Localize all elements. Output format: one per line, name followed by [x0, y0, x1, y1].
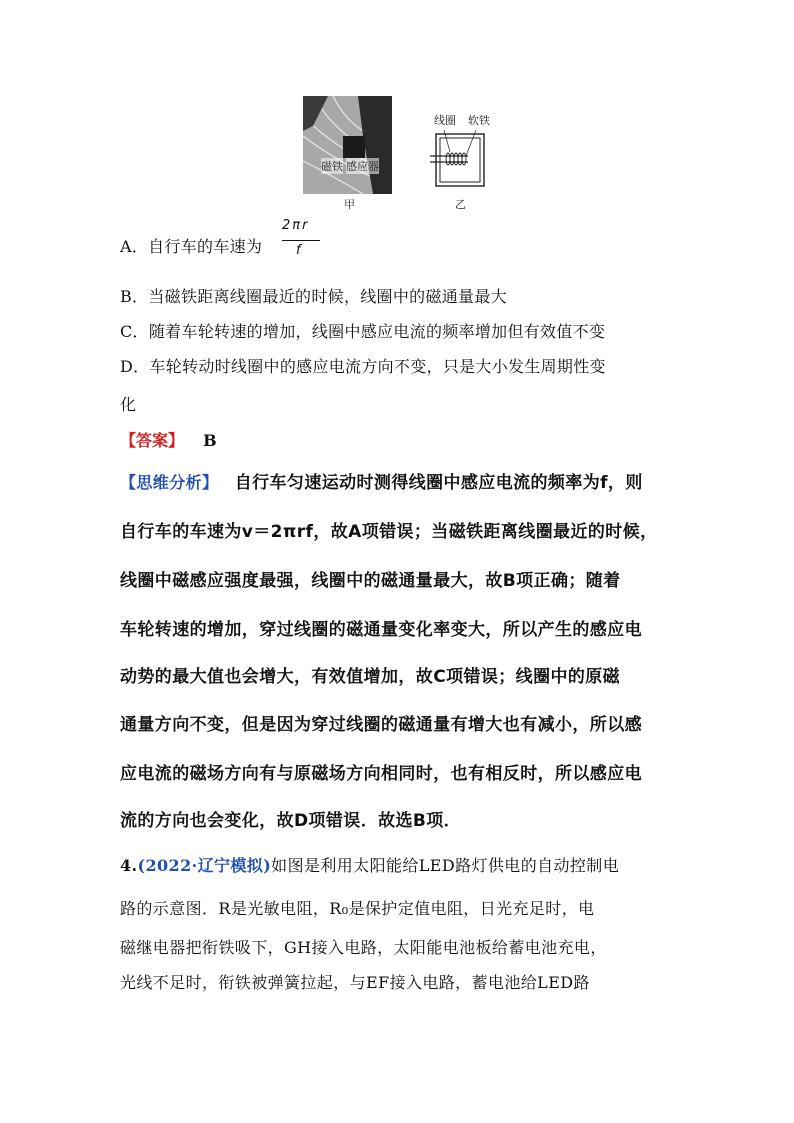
option-a-text: A．自行车的车速为: [120, 237, 263, 256]
schematic-label-iron: 软铁: [468, 114, 490, 127]
figure-photo: [303, 96, 392, 194]
answer-row: [120, 428, 217, 451]
question-4-text-1: 如图是利用太阳能给LED路灯供电的自动控制电: [271, 856, 620, 875]
analysis-line-2: 自行车的车速为v＝2πrf，故A项错误；当磁铁距离线圈最近的时候，: [120, 522, 658, 542]
photo-label-sensor: 感应器: [346, 160, 379, 173]
photo-caption: 甲: [344, 198, 355, 211]
question-4-line-2: 路的示意图．R是光敏电阻，R₀是保护定值电阻，日光充足时，电: [120, 899, 595, 918]
option-d-line2: 化: [120, 395, 137, 414]
answer-value: B: [203, 431, 217, 450]
option-b: B．当磁铁距离线圈最近的时候，线圈中的磁通量最大: [120, 287, 507, 306]
analysis-line-1: [120, 468, 643, 493]
analysis-tag: 【思维分析】: [120, 473, 219, 492]
option-a: [120, 234, 262, 257]
schematic-caption: 乙: [455, 198, 466, 211]
question-4-line-4: 光线不足时，衔铁被弹簧拉起，与EF接入电路，蓄电池给LED路: [120, 973, 590, 992]
photo-label-magnet: 磁铁: [321, 160, 343, 173]
analysis-line-4: 车轮转速的增加，穿过线圈的磁通量变化率变大，所以产生的感应电: [120, 620, 642, 640]
question-source: (2022·辽宁模拟): [137, 856, 272, 875]
option-a-fraction-numerator: 2πr: [282, 218, 310, 233]
answer-tag: 【答案】: [120, 431, 185, 450]
option-d-line1: D．车轮转动时线圈中的感应电流方向不变，只是大小发生周期性变: [120, 357, 606, 376]
figure-schematic: [428, 112, 498, 196]
question-4-line-3: 磁继电器把衔铁吸下，GH接入电路，太阳能电池板给蓄电池充电，: [120, 938, 607, 957]
question-4-line-1: [120, 853, 619, 876]
option-a-fraction-denominator: f: [296, 243, 301, 258]
option-c: C．随着车轮转速的增加，线圈中感应电流的频率增加但有效值不变: [120, 322, 606, 341]
schematic-label-coil: 线圈: [434, 114, 456, 127]
analysis-line-6: 通量方向不变，但是因为穿过线圈的磁通量有增大也有减小，所以感: [120, 715, 642, 735]
analysis-line-8: 流的方向也会变化，故D项错误．故选B项．: [120, 811, 462, 831]
analysis-line-5: 动势的最大值也会增大，有效值增加，故C项错误；线圈中的原磁: [120, 667, 621, 687]
analysis-line-3: 线圈中磁感应强度最强，线圈中的磁通量最大，故B项正确；随着: [120, 571, 621, 591]
question-number: 4.: [120, 856, 138, 875]
analysis-line-7: 应电流的磁场方向有与原磁场方向相同时，也有相反时，所以感应电: [120, 764, 642, 784]
analysis-text-1: 自行车匀速运动时测得线圈中感应电流的频率为f，则: [234, 473, 643, 493]
fraction-bar: [282, 240, 320, 241]
